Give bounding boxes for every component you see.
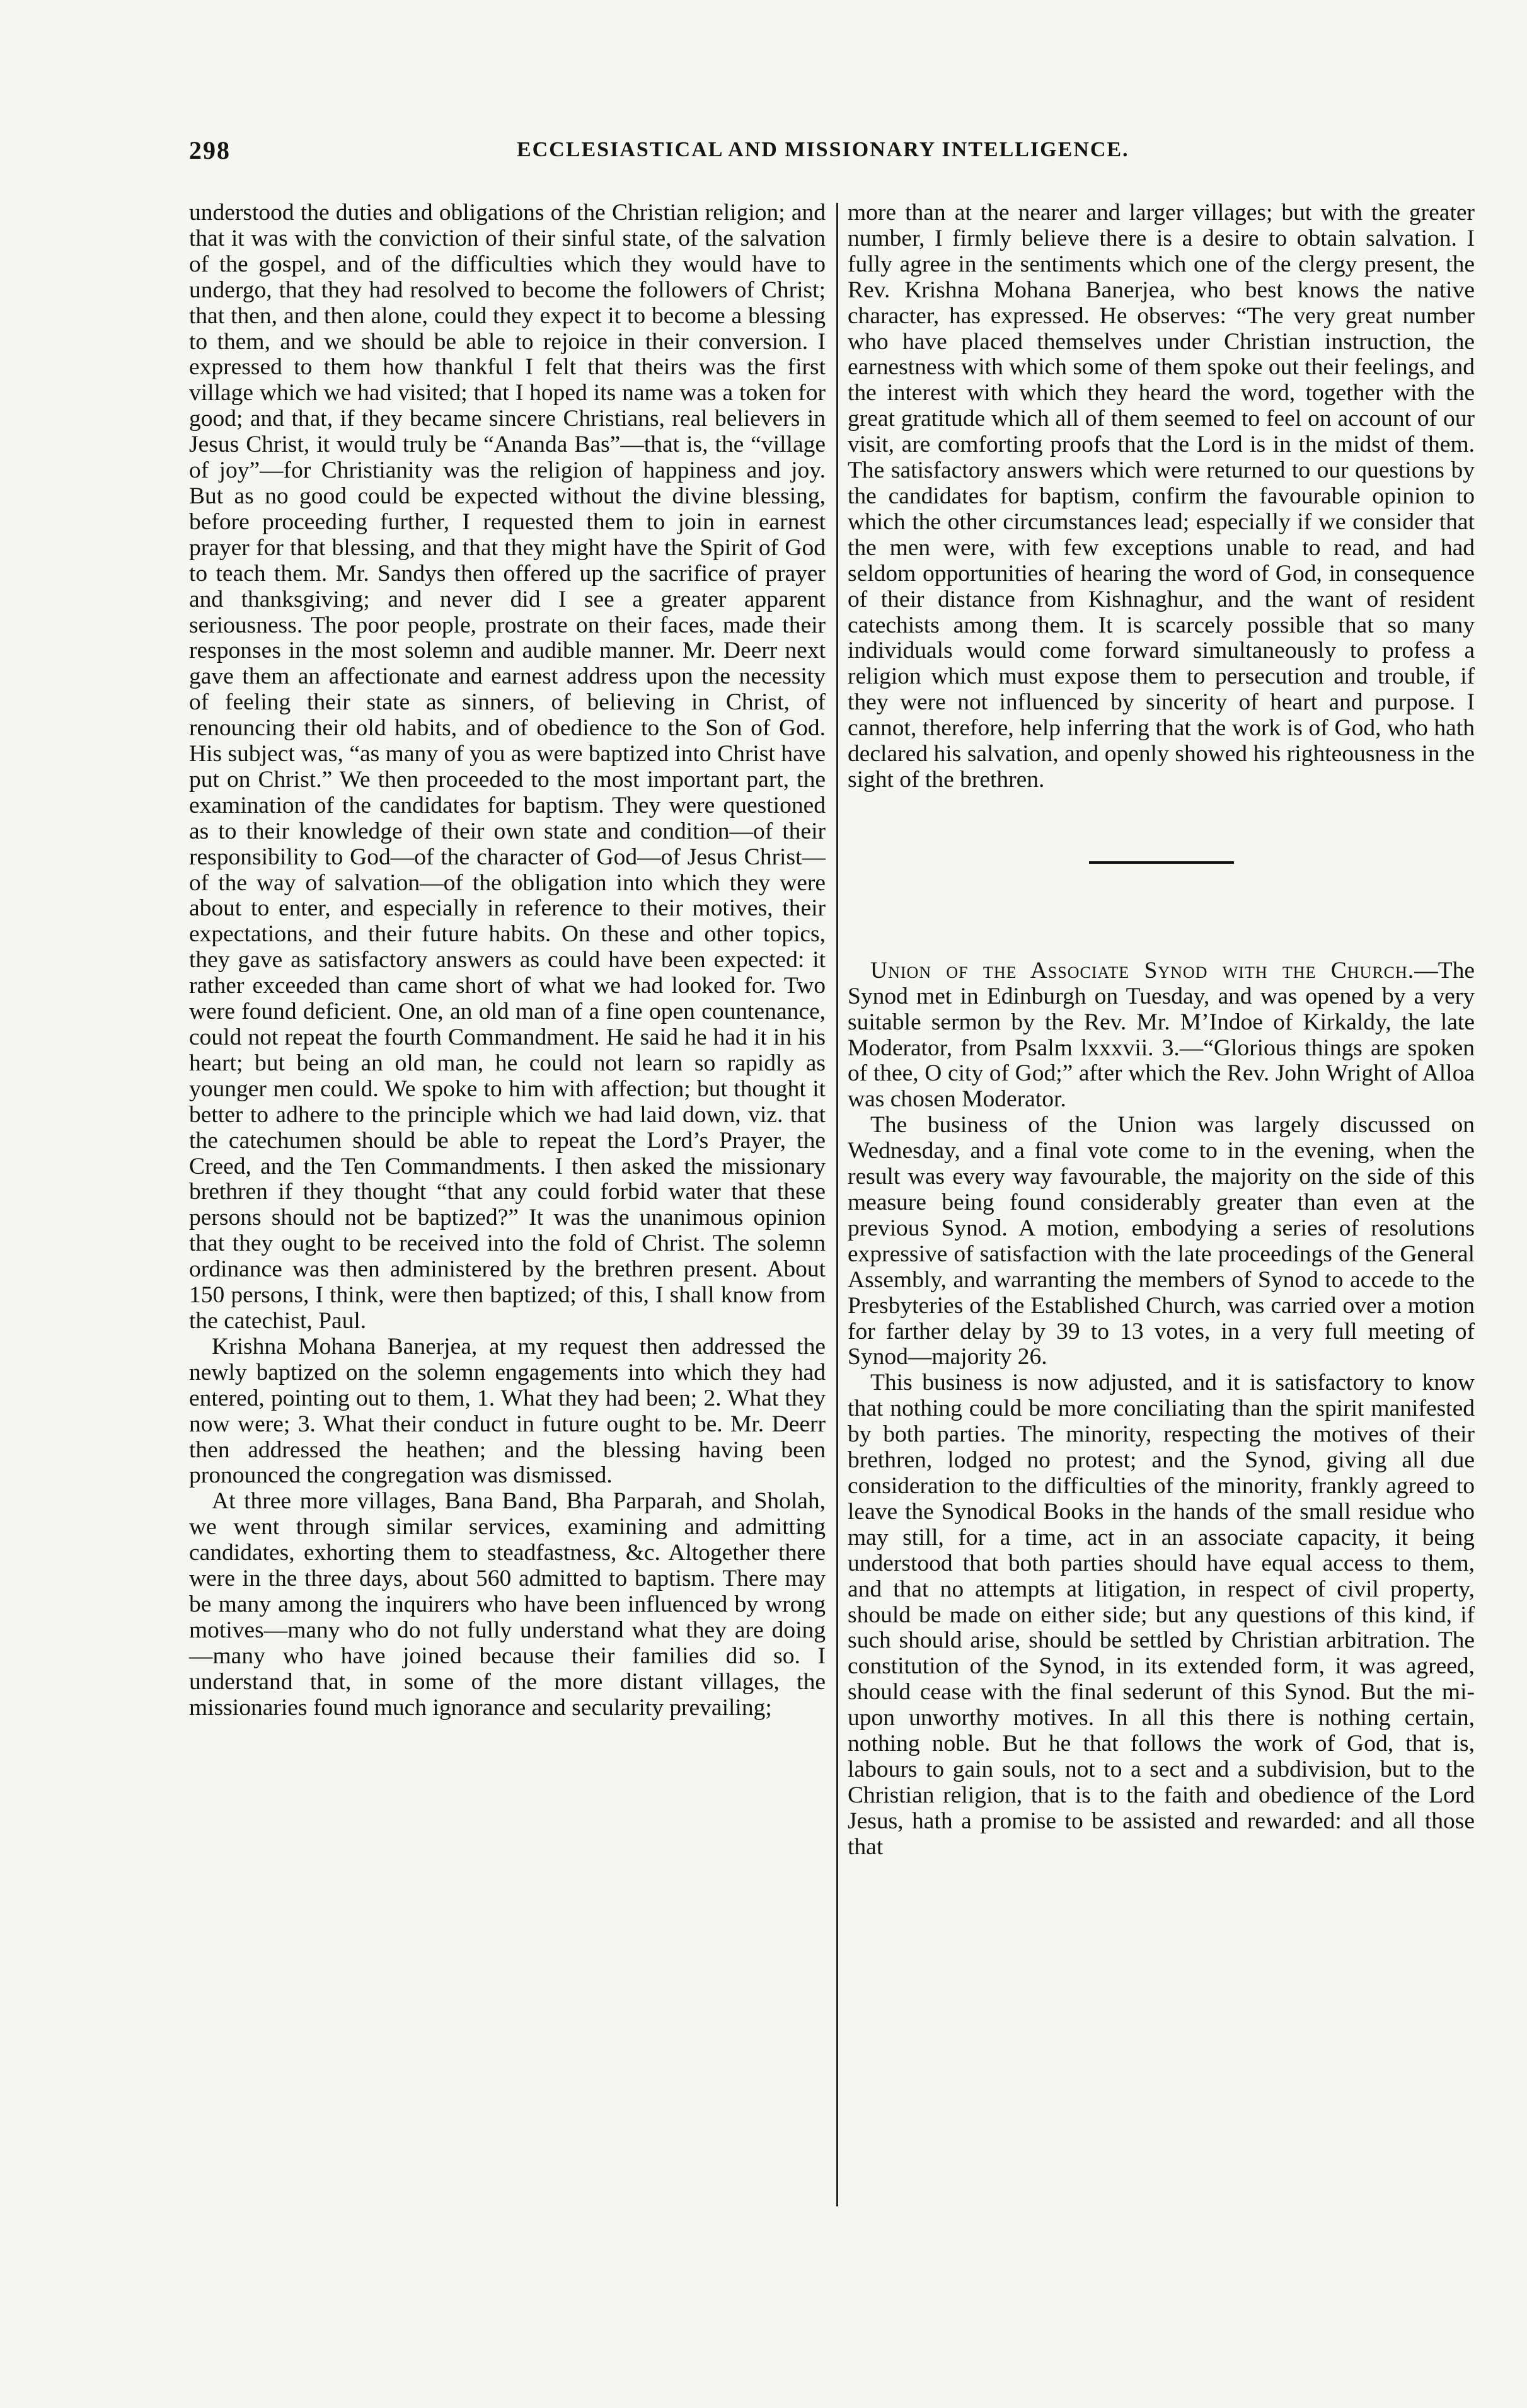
page-header <box>189 135 1468 180</box>
section-lead: —The Synod met in Edinburgh on Tuesday, and was opened by a very suitable sermon by the Rev. Mr. M’Indoe of Kirkaldy, the late Moderator, from Psalm lxxxvii. 3.—“Glorious things are spoken of thee, O city of God;” after which the Rev. John Wright of Alloa was chosen Moderator. <box>848 957 1475 1113</box>
right-column <box>848 200 1475 1860</box>
left-column <box>189 200 826 1721</box>
body-paragraph: more than at the nearer and larger villages; but with the greater number, I firmly believe there is a desire to obtain salvation. I fully agree in the sentiments which one of the clergy present, the Rev. Krishna Mohana Banerjea, who best knows the native character, has expressed. He observes: “The very great number who have placed themselves under Christian instruction, the earnestness with which some of them spoke out their feelings, and the interest with which they heard the word, together with the great gratitude which all of them seemed to feel on account of our visit, are comforting proofs that the Lord is in the midst of them. The satisfactory answers which were returned to our questions by the candidates for baptism, confirm the favourable opinion to which the other circumstances lead; especially if we consider that the men were, with few exceptions unable to read, and had seldom opportunities of hearing the word of God, in consequence of their distance from Kishnaghur, and the want of resident catechists among them. It is scarcely possible that so many individuals would come forward simultaneously to profess a religion which must expose them to persecution and trouble, if they were not influenced by sincerity of heart and purpose. I cannot, therefore, help inferring that the work is of God, who hath declared his salvation, and openly showed his righteousness in the sight of the brethren. <box>848 200 1475 793</box>
column-divider <box>836 203 838 2206</box>
body-paragraph: This business is now adjusted, and it is satisfactory to know that nothing could be more conciliating than the spirit manifested by both parties. The minority, respecting the motives of their brethren, lodged no protest; and the Synod, giving all due consideration to the difficulties of the minority, frankly agreed to leave the Synodical Books in the hands of the small residue who may still, for a time, act in an associate capacity, it being understood that both parties should have equal access to them, and that no attempts at litigation, in respect of civil property, should be made on either side; but any questions of this kind, if such should arise, should be settled by Christian arbitration. The constitution of the Synod, in its extended form, it was agreed, should cease with the final sederunt of this Synod. But the mi- upon unworthy motives. In all this there is nothing certain, nothing noble. But he that follows the work of God, that is, labours to gain souls, not to a sect and a subdivision, but to the Christian religion, that is to the faith and obedience of the Lord Jesus, hath a promise to be assisted and rewarded: and all those that <box>848 1370 1475 1860</box>
body-paragraph: Krishna Mohana Banerjea, at my request then addressed the newly baptized on the solemn engagements into which they had entered, pointing out to them, 1. What they had been; 2. What they now were; 3. What their conduct in future ought to be. Mr. Deerr then addressed the heathen; and the blessing having been pronounced the congregation was dismissed. <box>189 1333 826 1489</box>
body-paragraph: At three more villages, Bana Band, Bha Parparah, and Sholah, we went through similar services, examining and admitting candidates, exhorting them to steadfastness, &c. Altogether there were in the three days, about 560 admitted to baptism. There may be many among the inquirers who have been influenced by wrong motives—many who do not fully understand what they are doing—many who have joined because their families did so. I understand that, in some of the more distant villages, the missionaries found much ignorance and secularity prevailing; <box>189 1488 826 1721</box>
section-rule <box>1089 861 1234 864</box>
section-title: Union of the Associate Synod with the Church. <box>870 957 1415 983</box>
running-head: ECCLESIASTICAL AND MISSIONARY INTELLIGENCE. <box>517 138 1129 161</box>
body-paragraph: understood the duties and obligations of the Christian religion; and that it was with the conviction of their sinful state, of the salvation of the gospel, and of the difficulties which they would have to undergo, that they had resolved to become the followers of Christ; that then, and then alone, could they expect it to become a blessing to them, and we should be able to rejoice in their conversion. I expressed to them how thankful I felt that theirs was the first village which we had visited; that I hoped its name was a token for good; and that, if they became sincere Christians, real believers in Jesus Christ, it would truly be “Ananda Bas”—that is, the “village of joy”—for Christianity was the religion of happiness and joy. But as no good could be expected without the divine blessing, before proceeding further, I requested them to join in earnest prayer for that blessing, and that they might have the Spirit of God to teach them. Mr. Sandys then offered up the sacrifice of prayer and thanksgiving; and never did I see a greater apparent seriousness. The poor people, prostrate on their faces, made their responses in the most solemn and audible manner. Mr. Deerr next gave them an affectionate and earnest address upon the necessity of feeling their state as sinners, of believing in Christ, of renouncing their old habits, and of obedience to the Son of God. His subject was, “as many of you as were baptized into Christ have put on Christ.” We then proceeded to the most important part, the examination of the candidates for baptism. They were questioned as to their knowledge of their own state and condition—of their responsibility to God—of the character of God—of Jesus Christ—of the way of salvation—of the obligation into which they were about to enter, and especially in reference to their motives, their expectations, and their future habits. On these and other topics, they gave as satisfactory answers as could have been expected: it rather exceeded than came short of what we had looked for. Two were found deficient. One, an old man of a fine open countenance, could not repeat the fourth Commandment. He said he had it in his heart; but being an old man, he could not learn so rapidly as younger men could. We spoke to him with affection; but thought it better to adhere to the principle which we had laid down, viz. that the catechumen should be able to repeat the Lord’s Prayer, the Creed, and the Ten Commandments. I then asked the missionary brethren if they thought “that any could forbid water that these persons should not be baptized?” It was the unanimous opinion that they ought to be received into the fold of Christ. The solemn ordinance was then administered by the brethren present. About 150 persons, I think, were then baptized; of this, I shall know from the catechist, Paul. <box>189 200 826 1334</box>
page-number: 298 <box>189 136 231 164</box>
body-paragraph: The business of the Union was largely discussed on Wednesday, and a final vote come to in the evening, when the result was every way favourable, the majority on the side of this measure being found considerably greater than even at the previous Synod. A motion, embodying a series of resolutions expressive of satisfaction with the late proceedings of the General Assembly, and warranting the members of Synod to accede to the Presbyteries of the Established Church, was carried over a motion for farther delay by 39 to 13 votes, in a very full meeting of Synod—majority 26. <box>848 1112 1475 1370</box>
section-paragraph <box>848 958 1475 1113</box>
